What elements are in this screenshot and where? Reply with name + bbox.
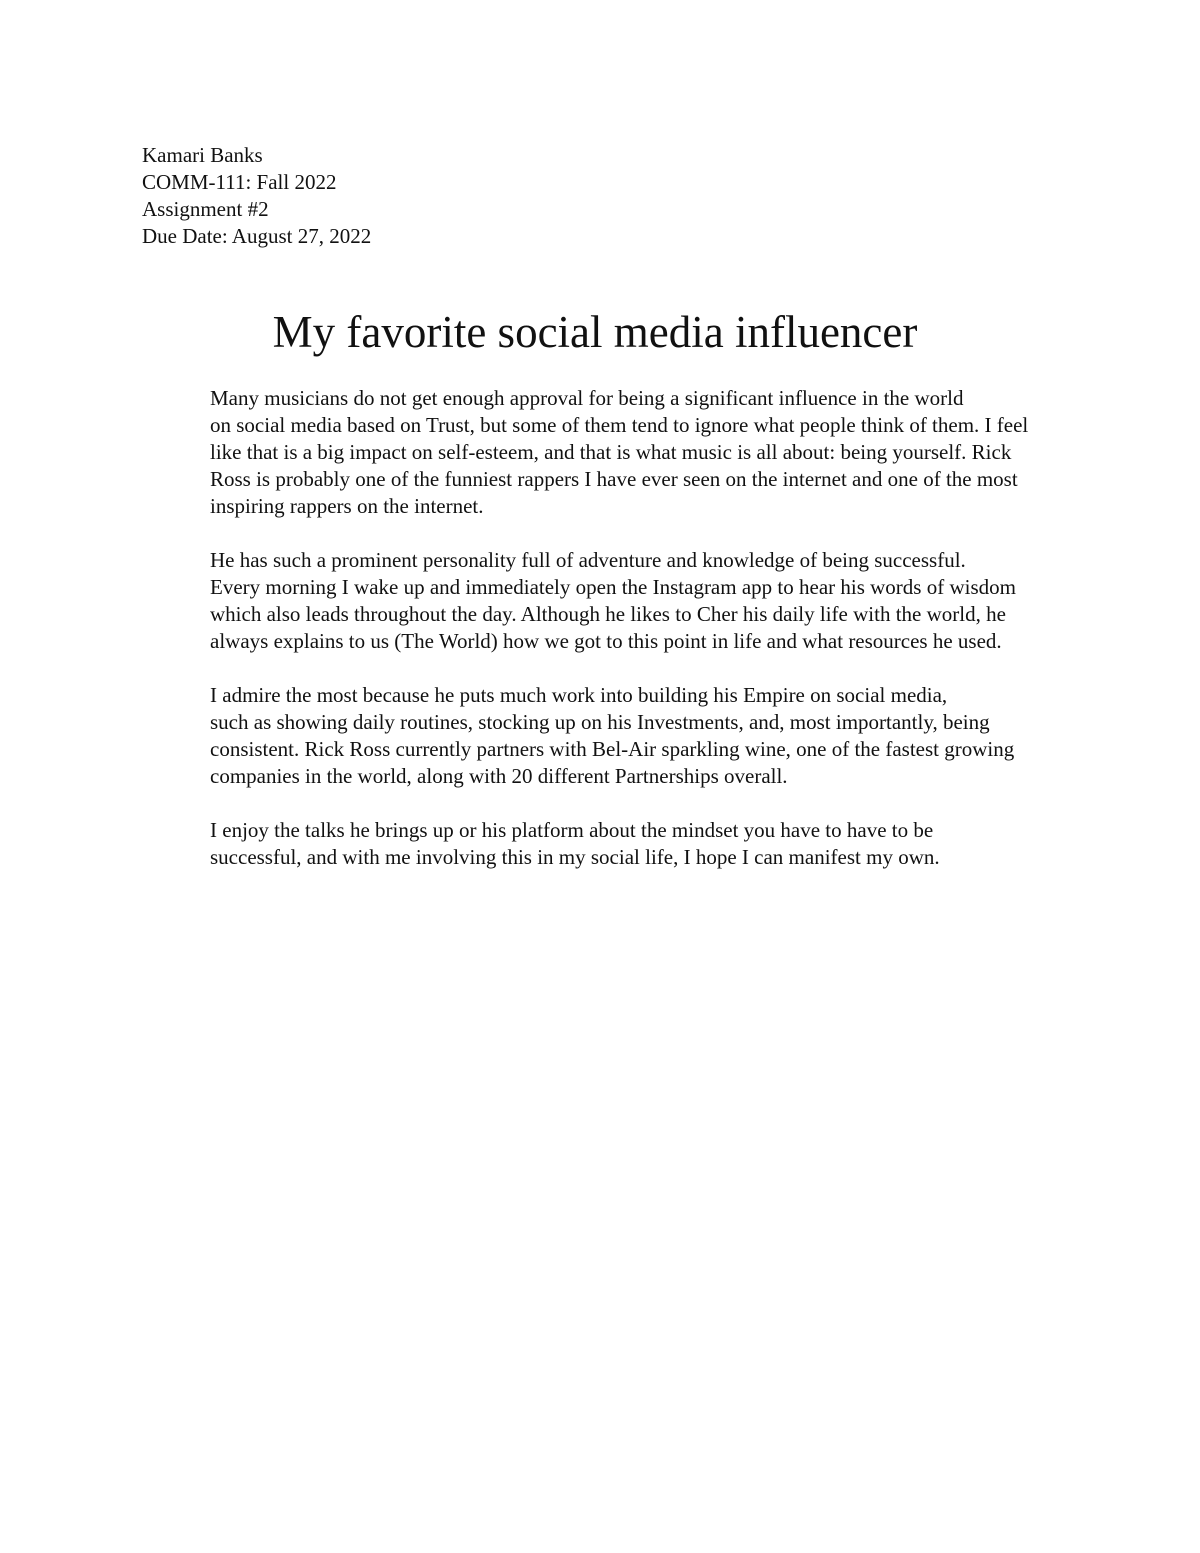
- paragraph-line: I enjoy the talks he brings up or his platform about the mindset you have to have to be: [210, 818, 934, 842]
- paragraph-line: inspiring rappers on the internet.: [210, 494, 484, 518]
- paragraph-line: Many musicians do not get enough approval for being a significant influence in the world: [210, 386, 964, 410]
- paragraph-line: always explains to us (The World) how we got to this point in life and what resources he used.: [210, 629, 1002, 653]
- paragraph-4: [142, 817, 1062, 871]
- due-date: Due Date: August 27, 2022: [142, 224, 372, 248]
- paragraph-line: which also leads throughout the day. Although he likes to Cher his daily life with the world, he: [210, 602, 1006, 626]
- paragraph-line: companies in the world, along with 20 different Partnerships overall.: [210, 764, 788, 788]
- document-header: [142, 142, 742, 250]
- document-body: [142, 385, 1062, 898]
- paragraph-line: successful, and with me involving this in my social life, I hope I can manifest my own.: [210, 845, 940, 869]
- assignment-number: Assignment #2: [142, 197, 269, 221]
- paragraph-line: on social media based on Trust, but some of them tend to ignore what people think of them. I feel: [210, 413, 1029, 437]
- paragraph-line: He has such a prominent personality full of adventure and knowledge of being successful.: [210, 548, 966, 572]
- paragraph-1: [142, 385, 1062, 520]
- paragraph-line: like that is a big impact on self-esteem, and that is what music is all about: being yourself. Rick: [210, 440, 1012, 464]
- paragraph-line: such as showing daily routines, stocking up on his Investments, and, most importantly, being: [210, 710, 990, 734]
- paragraph-2: [142, 547, 1062, 655]
- paragraph-line: I admire the most because he puts much work into building his Empire on social media,: [210, 683, 948, 707]
- paragraph-3: [142, 682, 1062, 790]
- paragraph-line: Ross is probably one of the funniest rappers I have ever seen on the internet and one of the most: [210, 467, 1018, 491]
- author-name: Kamari Banks: [142, 143, 263, 167]
- paragraph-line: consistent. Rick Ross currently partners with Bel-Air sparkling wine, one of the fastest growing: [210, 737, 1015, 761]
- course-name: COMM-111: Fall 2022: [142, 170, 337, 194]
- document-title: My favorite social media influencer: [272, 307, 918, 357]
- paragraph-line: Every morning I wake up and immediately open the Instagram app to hear his words of wisdom: [210, 575, 1016, 599]
